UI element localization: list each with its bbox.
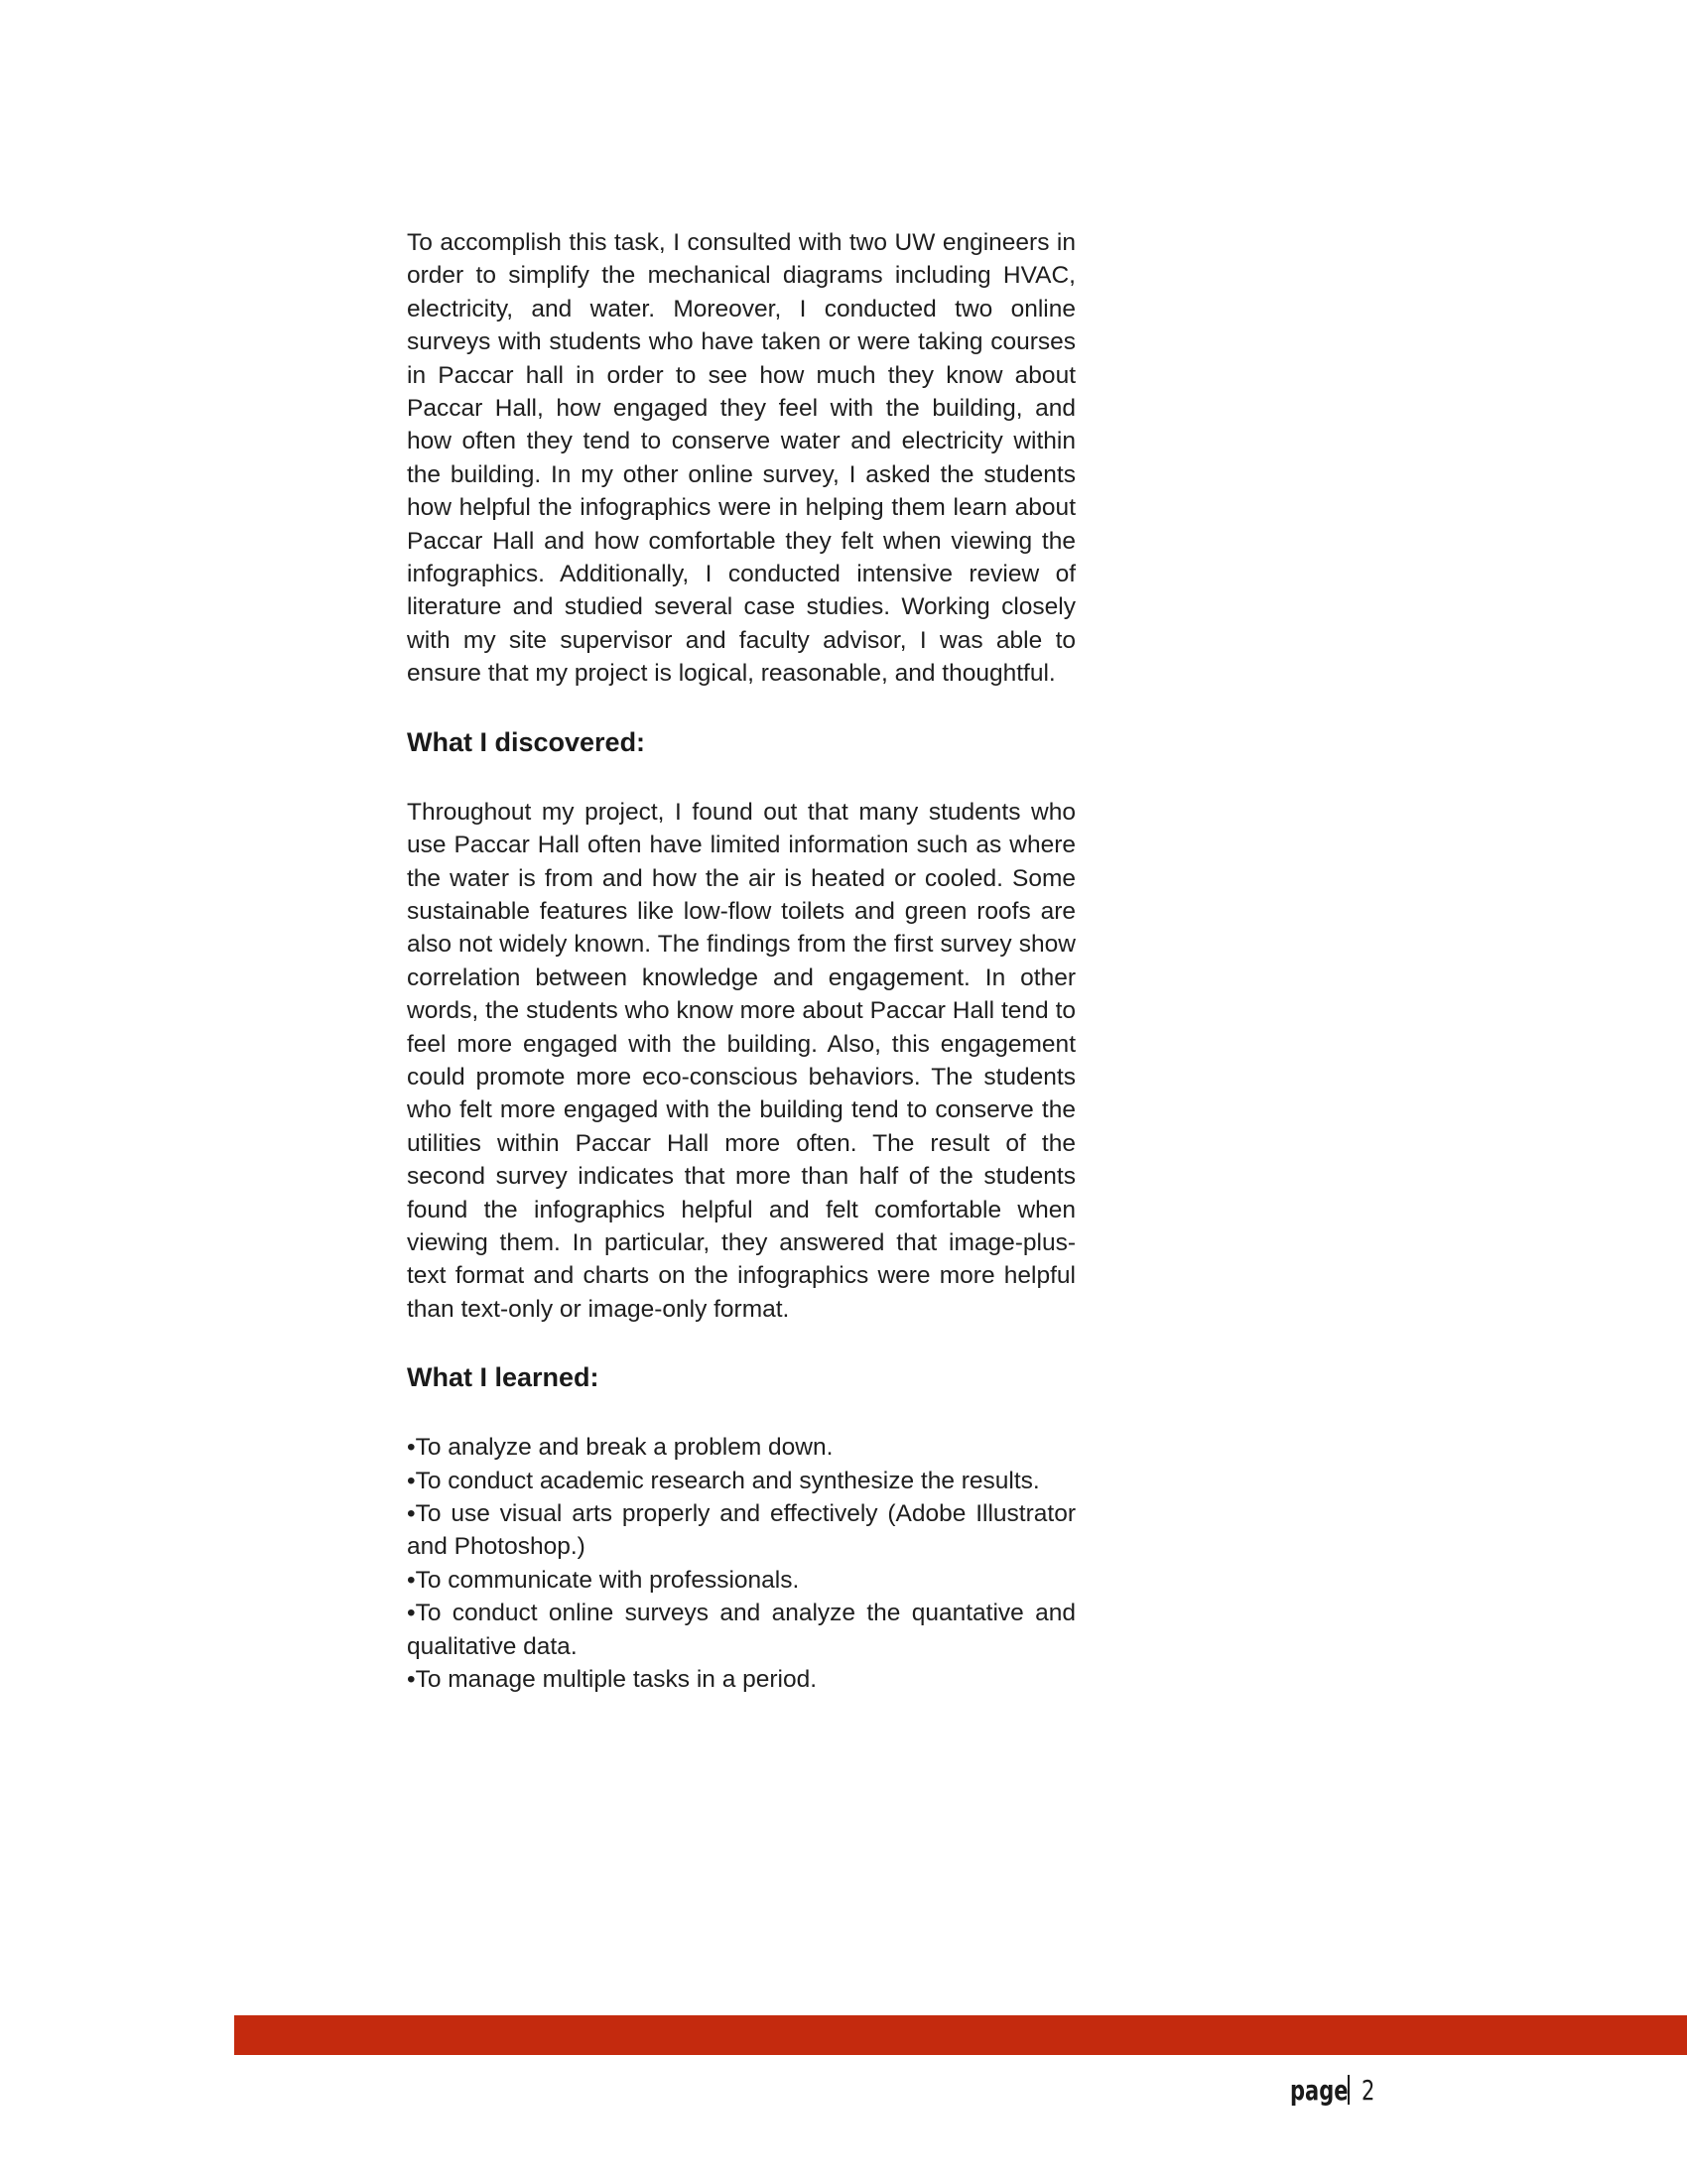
page-label: page (1290, 2073, 1349, 2107)
main-text-column (407, 226, 1076, 1696)
list-item-text: To conduct online surveys and analyze the quantative and qualitative data. (407, 1600, 1076, 1660)
discovered-heading: What I discovered: (407, 726, 646, 757)
bullet-glyph: • (407, 1666, 416, 1694)
learned-heading: What I learned: (407, 1362, 599, 1393)
bullet-glyph: • (407, 1500, 416, 1527)
list-item-text: To conduct academic research and synthesize the results. (415, 1467, 1040, 1494)
bullet-glyph: • (407, 1467, 416, 1494)
list-item-text: To manage multiple tasks in a period. (415, 1666, 818, 1694)
page-number: 2 (1362, 2073, 1375, 2107)
list-item (407, 1597, 1076, 1663)
list-item-text: To communicate with professionals. (415, 1566, 800, 1594)
bullet-glyph: • (407, 1600, 416, 1627)
list-item (407, 1663, 1076, 1696)
intro-paragraph: To accomplish this task, I consulted with two UW engineers in order to simplify the mechanical diagrams including HVAC, electricity, and water. Moreover, I conducted two online surveys with students who have taken or were taking courses in Paccar hall in order to see how much they know about Paccar Hall, how engaged they feel with the building, and how often they tend to conserve water and electricity within the building. In my other online survey, I asked the students how helpful the infographics were in helping them learn about Paccar Hall and how comfortable they felt when viewing the infographics. Additionally, I conducted intensive review of literature and studied several case studies. Working closely with my site supervisor and faculty advisor, I was able to ensure that my project is logical, reasonable, and thoughtful. (407, 229, 1076, 688)
list-item-text: To analyze and break a problem down. (415, 1434, 834, 1462)
list-item (407, 1465, 1076, 1497)
list-item (407, 1431, 1076, 1464)
page-number-footer (1290, 2070, 1409, 2110)
bullet-glyph: • (407, 1434, 416, 1462)
list-item (407, 1564, 1076, 1597)
list-item-text: To use visual arts properly and effectively (Adobe Illustrator and Photoshop.) (407, 1500, 1076, 1561)
list-item (407, 1497, 1076, 1564)
learned-list (407, 1431, 1076, 1696)
discovered-paragraph: Throughout my project, I found out that many students who use Paccar Hall often have limited information such as where the water is from and how the air is heated or cooled. Some sustainable features like low-flow toilets and green roofs are also not widely known. The findings from the first survey show correlation between knowledge and engagement. In other words, the students who know more about Paccar Hall tend to feel more engaged with the building. Also, this engagement could promote more eco-conscious behaviors. The students who felt more engaged with the building tend to conserve the utilities within Paccar Hall more often. The result of the second survey indicates that more than half of the students found the infographics helpful and felt comfortable when viewing them. In particular, they answered that image-plus-text format and charts on the infographics were more helpful than text-only or image-only format. (407, 798, 1076, 1323)
bullet-glyph: • (407, 1566, 416, 1594)
footer-accent-bar (234, 2015, 1687, 2055)
